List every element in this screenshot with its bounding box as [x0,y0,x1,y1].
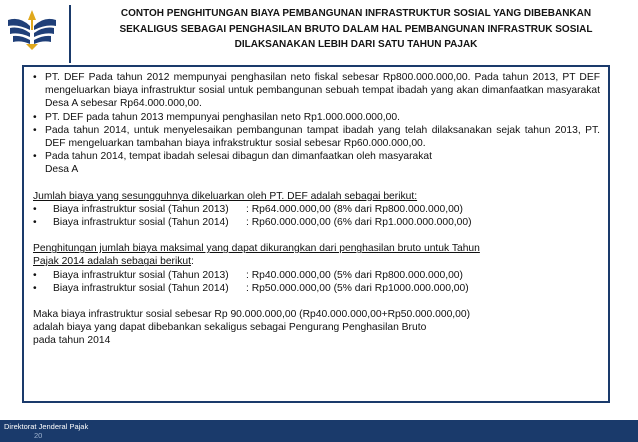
page-number: 20 [34,431,43,440]
row-bullet: • [33,203,37,215]
section-heading: Jumlah biaya yang sesungguhnya dikeluarkan oleh PT. DEF adalah sebagai berikut: [33,190,418,202]
section-heading-line-1: Penghitungan jumlah biaya maksimal yang dapat dikurangkan dari penghasilan bruto untuk Tahun [33,243,480,255]
footer-org-name: Direktorat Jenderal Pajak [4,422,89,431]
page-title [82,6,630,53]
conclusion-line: Maka biaya infrastruktur sosial sebesar Rp 90.000.000,00 (Rp40.000.000,00+Rp50.000.000,00) [33,309,471,321]
row-bullet: • [33,217,37,229]
bullet-item [33,111,600,124]
deduction-row [33,269,600,282]
row-label: Biaya infrastruktur sosial (Tahun 2013) [53,269,229,281]
header-divider [69,5,71,63]
bullet-text: PT. DEF pada tahun 2013 mempunyai penghasilan neto Rp1.000.000.000,00. [45,111,400,123]
cost-row [33,216,600,229]
section-heading-colon: : [191,256,194,268]
bullet-text: PT. DEF Pada tahun 2012 mempunyai penghasilan neto fiskal sebesar Rp800.000.000,00. Pada tahun 2013, PT DEF mengeluarkan biaya infrastruktur sosial untuk pembangunan sebuah tempat ibadah yang akan dimanfaatkan masyarakat Desa A sebesar Rp64.000.000,00. [45,72,600,110]
row-value: : Rp50.000.000,00 (5% dari Rp1000.000.000,00) [246,282,469,294]
section-heading-line-2 [33,255,600,268]
djp-wings-emblem-icon [6,6,58,52]
bullet-list [33,71,600,177]
row-label: Biaya infrastruktur sosial (Tahun 2013) [53,203,229,215]
conclusion-paragraph [33,308,600,348]
content-panel [22,65,610,403]
bullet-item [33,150,600,176]
row-label: Biaya infrastruktur sosial (Tahun 2014) [53,217,229,229]
cost-row [33,203,600,216]
max-deduction-section [33,242,600,295]
section-heading-text: Pajak 2014 adalah sebagai berikut [33,256,192,268]
bullet-continuation: Desa A [45,164,79,176]
bullet-text: Pada tahun 2014, tempat ibadah selesai dibagun dan dimanfaatkan oleh masyarakat [45,151,432,163]
row-value: : Rp60.000.000,00 (6% dari Rp1.000.000.000,00) [246,217,472,229]
row-value: : Rp64.000.000,00 (8% dari Rp800.000.000,00) [246,203,463,215]
row-label: Biaya infrastruktur sosial (Tahun 2014) [53,282,229,294]
row-bullet: • [33,282,37,294]
title-line-3: DILAKSANAKAN LEBIH DARI SATU TAHUN PAJAK [234,39,478,50]
deduction-row [33,282,600,295]
bullet-item [33,71,600,111]
title-line-2: SEKALIGUS SEBAGAI PENGHASILAN BRUTO DALAM HAL PEMBANGUNAN INFRASTRUK SOSIAL [119,23,593,35]
row-bullet: • [33,269,37,281]
title-line-1: CONTOH PENGHITUNGAN BIAYA PEMBANGUNAN INFRASTRUKTUR SOSIAL YANG DIBEBANKAN [120,8,592,19]
conclusion-line: adalah biaya yang dapat dibebankan sekaligus sebagai Pengurang Penghasilan Bruto [33,322,427,334]
bullet-item [33,124,600,150]
actual-cost-section [33,190,600,230]
bullet-text: Pada tahun 2014, untuk menyelesaikan pembangunan tampat ibadah yang telah dilaksanakan sejak tahun 2013, PT. DEF mengeluarkan tambahan biaya infrakstruktur sosial sebesar Rp60.000.000,00. [45,124,600,150]
footer-bar [0,420,638,442]
conclusion-line: pada tahun 2014 [33,335,111,347]
row-value: : Rp40.000.000,00 (5% dari Rp800.000.000,00) [246,269,463,281]
